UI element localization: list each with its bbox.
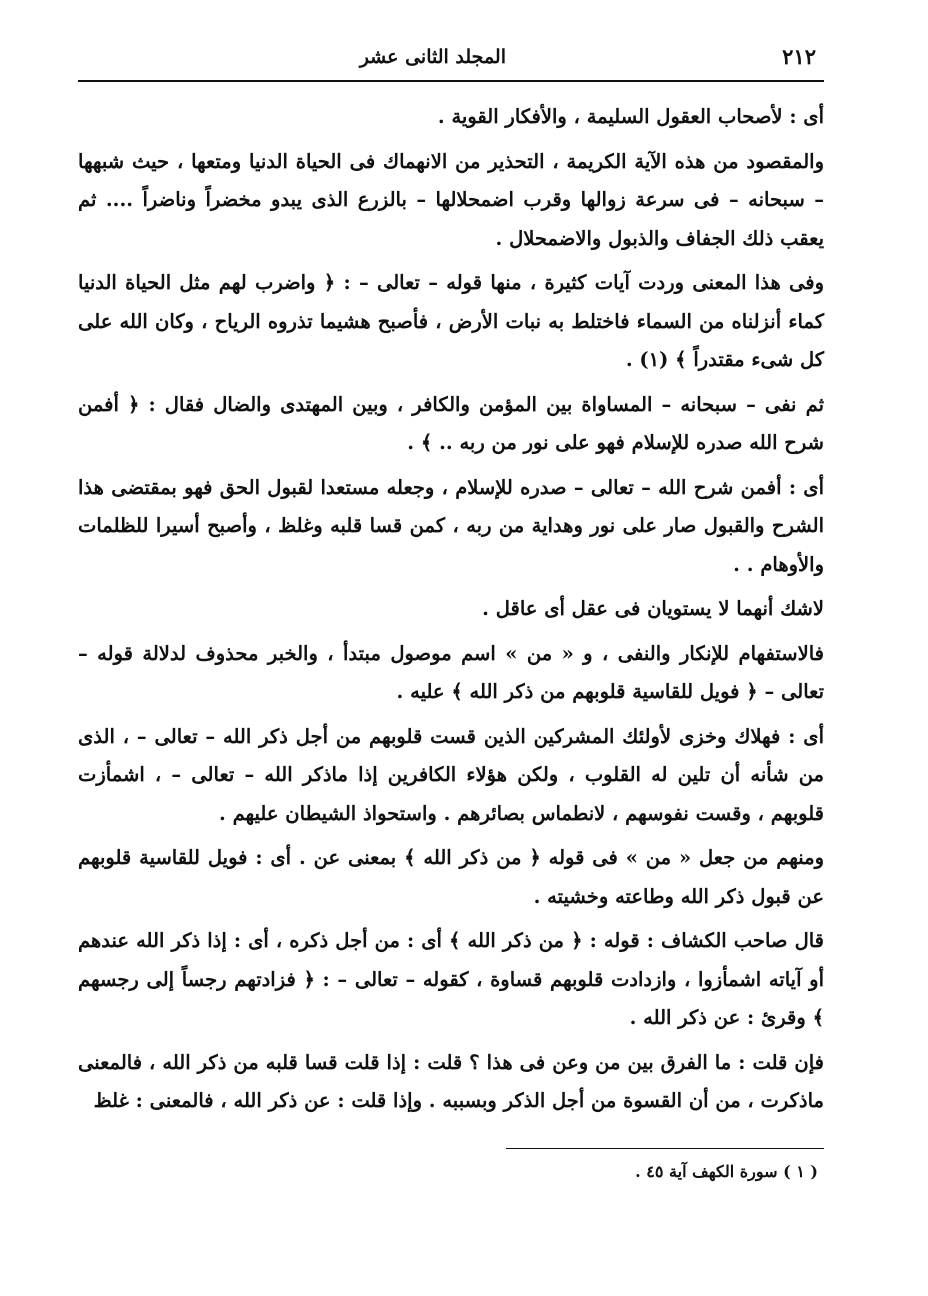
paragraph-3: وفى هذا المعنى وردت آيات كثيرة ، منها قوله – تعالى – : ﴿ واضرب لهم مثل الحياة الدنيا كماء أنزلناه من السماء فاختلط به نبات الأرض ، فأصبح هشيما تذروه الرياح ، وكان الله على كل شىء مقتدراً ﴾ (١) .: [78, 271, 824, 371]
footnote: ( ١ ) سورة الكهف آية ٤٥ .: [635, 1162, 818, 1181]
header-rule: [78, 80, 824, 82]
page-header: [78, 38, 822, 78]
paragraph-10: قال صاحب الكشاف : قوله : ﴿ من ذكر الله ﴾ أى : من أجل ذكره ، أى : إذا ذكر الله عندهم أو آياته اشمأزوا ، وازدادت قلوبهم قساوة ، كقوله – تعالى – : ﴿ فزادتهم رجساً إلى رجسهم ﴾ وقرئ : عن ذكر الله .: [78, 929, 824, 1029]
body-text: [78, 98, 824, 1127]
running-title: المجلد الثانى عشر: [359, 46, 506, 68]
paragraph-6: لاشك أنهما لا يستويان فى عقل أى عاقل .: [482, 597, 824, 620]
page-number: ٢١٢: [782, 44, 816, 69]
paragraph-7: فالاستفهام للإنكار والنفى ، و « من » اسم موصول مبتدأ ، والخبر محذوف لدلالة قوله – تعالى – ﴿ فويل للقاسية قلوبهم من ذكر الله ﴾ عليه .: [78, 641, 824, 703]
paragraph-4: ثم نفى – سبحانه – المساواة بين المؤمن والكافر ، وبين المهتدى والضال فقال : ﴿ أفمن شرح الله صدره للإسلام فهو على نور من ربه .. ﴾ .: [78, 392, 824, 454]
paragraph-9: ومنهم من جعل « من » فى قوله ﴿ من ذكر الله ﴾ بمعنى عن . أى : فويل للقاسية قلوبهم عن قبول ذكر الله وطاعته وخشيته .: [78, 846, 824, 908]
paragraph-1: أى : لأصحاب العقول السليمة ، والأفكار القوية .: [437, 105, 824, 128]
paragraph-8: أى : فهلاك وخزى لأولئك المشركين الذين قست قلوبهم من أجل ذكر الله – تعالى – ، الذى من شأنه أن تلين له القلوب ، ولكن هؤلاء الكافرين إذا ماذكر الله – تعالى – ، اشمأزت قلوبهم ، وقست نفوسهم ، لانطماس بصائرهم . واستحواذ الشيطان عليهم .: [78, 724, 824, 825]
footnote-rule: [506, 1148, 824, 1149]
paragraph-2: والمقصود من هذه الآية الكريمة ، التحذير من الانهماك فى الحياة الدنيا ومتعها ، حيث شبهها – سبحانه – فى سرعة زوالها وقرب اضمحلالها – بالزرع الذى يبدو مخضراً وناضراً .... ثم يعقب ذلك الجفاف والذبول والاضمحلال .: [78, 149, 824, 250]
paragraph-5: أى : أفمن شرح الله – تعالى – صدره للإسلام ، وجعله مستعدا لقبول الحق فهو بمقتضى هذا الشرح والقبول صار على نور وهداية من ربه ، كمن قسا قلبه وغلظ ، وأصبح أسيرا للظلمات والأوهام . .: [78, 475, 824, 576]
paragraph-11: فإن قلت : ما الفرق بين من وعن فى هذا ؟ قلت : إذا قلت قسا قلبه من ذكر الله ، فالمعنى ماذكرت ، من أن القسوة من أجل الذكر وبسببه . وإذا قلت : عن ذكر الله ، فالمعنى : غلظ: [78, 1050, 824, 1112]
